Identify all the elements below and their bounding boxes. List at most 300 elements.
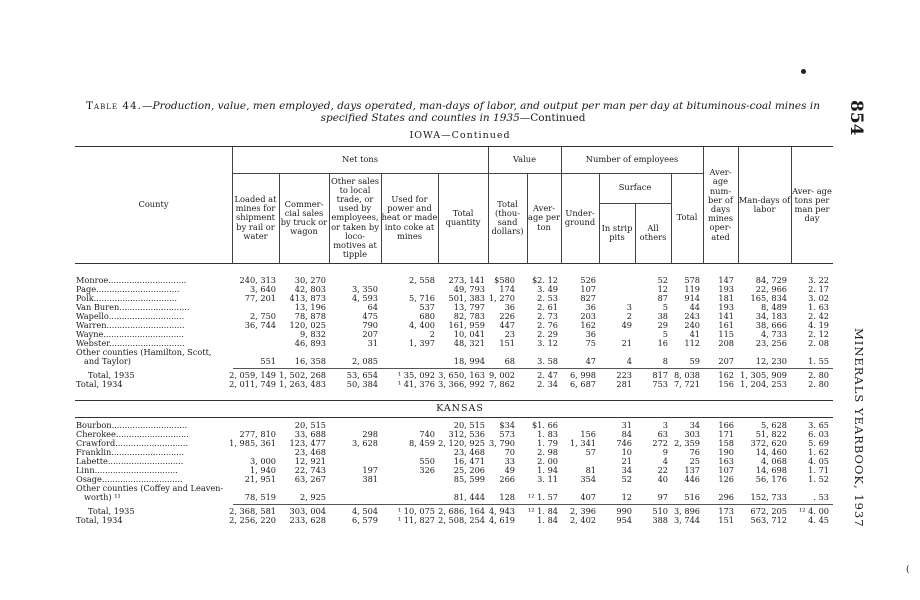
avg-per-ton-cell: $1. 66 bbox=[531, 420, 558, 430]
man-days-cell: 51, 822 bbox=[755, 429, 787, 439]
header-strip-pits: In strip pits bbox=[601, 222, 633, 242]
man-days-cell: 14, 460 bbox=[755, 447, 787, 457]
all-others-cell: 52 bbox=[657, 275, 668, 285]
underground-cell: 36 bbox=[585, 329, 596, 339]
used-power-cell: 550 bbox=[419, 456, 435, 466]
ink-dot bbox=[801, 69, 806, 74]
subtotal-rule bbox=[233, 504, 833, 505]
loaded-cell: 2, 059, 149 bbox=[229, 370, 276, 380]
avg-tons-cell: 5. 69 bbox=[808, 438, 829, 448]
avg-days-cell: 141 bbox=[718, 311, 734, 321]
avg-days-cell: 193 bbox=[718, 284, 734, 294]
kansas-table-body bbox=[75, 421, 833, 531]
other-sales-cell: 31 bbox=[367, 338, 378, 348]
header-loaded: Loaded at mines for shipment by rail or water bbox=[234, 193, 277, 241]
caption-lead: Table 44. bbox=[86, 100, 143, 112]
commercial-cell: 22, 743 bbox=[294, 465, 326, 475]
strip-pits-cell: 21 bbox=[621, 338, 632, 348]
page-margin bbox=[840, 100, 870, 580]
commercial-cell: 63, 267 bbox=[294, 474, 326, 484]
header-avg-days: Aver- age num- ber of days mines oper- ated bbox=[707, 167, 734, 242]
man-days-cell: 34, 183 bbox=[755, 311, 787, 321]
other-sales-cell: 53, 654 bbox=[346, 370, 378, 380]
strip-pits-cell: 2 bbox=[626, 311, 632, 321]
avg-days-cell: 158 bbox=[718, 438, 734, 448]
underground-cell: 156 bbox=[580, 429, 596, 439]
commercial-cell: 9, 832 bbox=[299, 329, 326, 339]
loaded-cell: 277, 810 bbox=[239, 429, 276, 439]
total-quantity-cell: 10, 041 bbox=[453, 329, 485, 339]
all-others-cell: 29 bbox=[657, 320, 668, 330]
other-sales-cell: 3, 628 bbox=[351, 438, 378, 448]
total-quantity-cell: 312, 536 bbox=[448, 429, 485, 439]
caption-text: —Production, value, men employed, days operated, man-days of labor, and output per man per day at bituminous-coal mines in specified States and counties in 1935— bbox=[142, 100, 820, 124]
avg-tons-cell: . 53 bbox=[813, 492, 829, 502]
avg-per-ton-cell: 1. 83 bbox=[537, 429, 558, 439]
avg-tons-cell: 1. 62 bbox=[808, 447, 829, 457]
commercial-cell: 413, 873 bbox=[289, 293, 326, 303]
man-days-cell: 1, 305, 909 bbox=[740, 370, 787, 380]
total-quantity-cell: 2, 120, 925 bbox=[438, 438, 485, 448]
header-avg-tons: Aver- age tons per man per day bbox=[792, 185, 832, 224]
total-quantity-cell: 161, 959 bbox=[448, 320, 485, 330]
total-value-cell: 266 bbox=[499, 474, 515, 484]
section-divider bbox=[75, 417, 833, 418]
table-row bbox=[75, 357, 833, 366]
underground-cell: 81 bbox=[585, 465, 596, 475]
header-employee-total: Total bbox=[676, 212, 698, 223]
header-value: Value bbox=[512, 154, 537, 165]
county-name: worth) ¹¹ bbox=[84, 492, 121, 502]
used-power-cell: 740 bbox=[419, 429, 435, 439]
avg-per-ton-cell: 3. 11 bbox=[537, 474, 558, 484]
table-caption bbox=[78, 100, 828, 124]
total-quantity-cell: 49, 793 bbox=[453, 284, 485, 294]
other-sales-cell: 4, 504 bbox=[351, 506, 378, 516]
county-name: Monroe.............................. bbox=[76, 276, 187, 285]
all-others-cell: 38 bbox=[657, 311, 668, 321]
avg-days-cell: 163 bbox=[718, 456, 734, 466]
county-name: and Taylor) bbox=[84, 356, 131, 366]
loaded-cell: 3, 000 bbox=[249, 456, 276, 466]
margin-mark: ( bbox=[906, 565, 910, 575]
loaded-cell: 3, 640 bbox=[249, 284, 276, 294]
total-value-cell: 49 bbox=[504, 465, 515, 475]
avg-per-ton-cell: 2. 34 bbox=[537, 379, 558, 389]
underground-cell: 407 bbox=[580, 492, 596, 502]
loaded-cell: 240, 313 bbox=[239, 275, 276, 285]
loaded-cell: 2, 368, 581 bbox=[229, 506, 276, 516]
total-quantity-cell: 3, 366, 992 bbox=[438, 379, 485, 389]
underground-cell: 107 bbox=[580, 284, 596, 294]
strip-pits-cell: 990 bbox=[616, 506, 632, 516]
total-quantity-cell: 20, 515 bbox=[453, 420, 485, 430]
avg-tons-cell: 2. 08 bbox=[808, 338, 829, 348]
county-name: Other counties (Coffey and Leaven- bbox=[76, 483, 224, 493]
iowa-table-body bbox=[75, 276, 833, 396]
section-title-kansas: KANSAS bbox=[436, 403, 484, 414]
employee-total-cell: 2, 359 bbox=[673, 438, 700, 448]
all-others-cell: 5 bbox=[662, 302, 668, 312]
strip-pits-cell: 12 bbox=[621, 492, 632, 502]
loaded-cell: 21, 951 bbox=[244, 474, 276, 484]
all-others-cell: 753 bbox=[652, 379, 668, 389]
county-name: Total, 1934 bbox=[76, 379, 123, 389]
other-sales-cell: 381 bbox=[362, 474, 378, 484]
man-days-cell: 4, 733 bbox=[760, 329, 787, 339]
header-net-tons: Net tons bbox=[341, 154, 379, 165]
county-name: Page................................ bbox=[76, 285, 180, 294]
total-value-cell: 226 bbox=[499, 311, 515, 321]
loaded-cell: 551 bbox=[260, 356, 276, 366]
underground-cell: 2, 402 bbox=[569, 515, 596, 525]
other-sales-cell: 2, 085 bbox=[351, 356, 378, 366]
header-total-quantity: Total quantity bbox=[445, 207, 481, 227]
commercial-cell: 303, 004 bbox=[289, 506, 326, 516]
man-days-cell: 12, 230 bbox=[755, 356, 787, 366]
avg-tons-cell: 4. 05 bbox=[808, 456, 829, 466]
county-name: Total, 1935 bbox=[88, 506, 135, 516]
employee-total-cell: 8, 038 bbox=[673, 370, 700, 380]
employee-total-cell: 76 bbox=[689, 447, 700, 457]
total-value-cell: 151 bbox=[499, 338, 515, 348]
total-quantity-cell: 13, 797 bbox=[453, 302, 485, 312]
avg-days-cell: 181 bbox=[718, 293, 734, 303]
used-power-cell: 2 bbox=[429, 329, 435, 339]
underground-cell: 1, 341 bbox=[569, 438, 596, 448]
avg-tons-cell: 2. 17 bbox=[808, 284, 829, 294]
strip-pits-cell: 10 bbox=[621, 447, 632, 457]
all-others-cell: 4 bbox=[662, 456, 668, 466]
avg-per-ton-cell: 2. 00 bbox=[537, 456, 558, 466]
man-days-cell: 56, 176 bbox=[755, 474, 787, 484]
page-number: 854 bbox=[846, 100, 866, 136]
used-power-cell: ¹ 41, 376 bbox=[397, 379, 435, 389]
total-value-cell: 33 bbox=[504, 456, 515, 466]
strip-pits-cell: 4 bbox=[626, 356, 632, 366]
used-power-cell: ¹ 35, 092 bbox=[397, 370, 435, 380]
man-days-cell: 22, 966 bbox=[755, 284, 787, 294]
header-used-power: Used for power and heat or made into coke at mines bbox=[381, 193, 438, 241]
avg-tons-cell: 4. 19 bbox=[808, 320, 829, 330]
commercial-cell: 30, 270 bbox=[294, 275, 326, 285]
strip-pits-cell: 223 bbox=[616, 370, 632, 380]
all-others-cell: 9 bbox=[662, 447, 668, 457]
all-others-cell: 40 bbox=[657, 474, 668, 484]
all-others-cell: 388 bbox=[652, 515, 668, 525]
avg-per-ton-cell: 2. 98 bbox=[537, 447, 558, 457]
county-name: Webster............................. bbox=[76, 339, 185, 348]
avg-per-ton-cell: $2. 12 bbox=[531, 275, 558, 285]
other-sales-cell: 50, 384 bbox=[346, 379, 378, 389]
total-value-cell: 9, 002 bbox=[488, 370, 515, 380]
county-name: Franklin............................ bbox=[76, 448, 185, 457]
avg-tons-cell: 3. 65 bbox=[808, 420, 829, 430]
all-others-cell: 510 bbox=[652, 506, 668, 516]
employee-total-cell: 243 bbox=[684, 311, 700, 321]
header-man-days: Man-days of labor bbox=[738, 194, 791, 214]
header-total-value: Total (thou- sand dollars) bbox=[491, 198, 524, 237]
employee-total-cell: 914 bbox=[684, 293, 700, 303]
county-name: Bourbon............................. bbox=[76, 421, 188, 430]
avg-per-ton-cell: ¹² 1. 57 bbox=[528, 492, 558, 502]
man-days-cell: 8, 489 bbox=[760, 302, 787, 312]
total-value-cell: 174 bbox=[499, 284, 515, 294]
avg-days-cell: 151 bbox=[718, 515, 734, 525]
commercial-cell: 233, 628 bbox=[289, 515, 326, 525]
strip-pits-cell: 281 bbox=[616, 379, 632, 389]
avg-per-ton-cell: 1. 79 bbox=[537, 438, 558, 448]
other-sales-cell: 207 bbox=[362, 329, 378, 339]
section-title-iowa: IOWA—Continued bbox=[409, 130, 511, 141]
header-other-sales: Other sales to local trade, or used by employees, or taken by loco- motives at tipple bbox=[330, 175, 380, 260]
commercial-cell: 13, 196 bbox=[294, 302, 326, 312]
man-days-cell: 372, 620 bbox=[750, 438, 787, 448]
employee-total-cell: 137 bbox=[684, 465, 700, 475]
underground-cell: 526 bbox=[580, 275, 596, 285]
employee-total-cell: 578 bbox=[684, 275, 700, 285]
commercial-cell: 78, 878 bbox=[294, 311, 326, 321]
strip-pits-cell: 49 bbox=[621, 320, 632, 330]
section-divider bbox=[75, 400, 833, 401]
county-name: Wayne............................... bbox=[76, 330, 185, 339]
man-days-cell: 1, 204, 253 bbox=[740, 379, 787, 389]
total-quantity-cell: 16, 471 bbox=[453, 456, 485, 466]
commercial-cell: 1, 502, 268 bbox=[279, 370, 326, 380]
employee-total-cell: 112 bbox=[684, 338, 700, 348]
avg-tons-cell: 1. 63 bbox=[808, 302, 829, 312]
header-all-others: All others bbox=[639, 222, 667, 242]
avg-days-cell: 156 bbox=[718, 379, 734, 389]
total-value-cell: 128 bbox=[499, 492, 515, 502]
other-sales-cell: 790 bbox=[362, 320, 378, 330]
county-name: Wapello............................. bbox=[76, 312, 185, 321]
avg-tons-cell: 2. 80 bbox=[808, 379, 829, 389]
county-name: Linn................................ bbox=[76, 466, 178, 475]
total-value-cell: 70 bbox=[504, 447, 515, 457]
running-head: MINERALS YEARBOOK, 1937 bbox=[852, 328, 866, 528]
total-quantity-cell: 85, 599 bbox=[453, 474, 485, 484]
county-name: Warren.............................. bbox=[76, 321, 185, 330]
all-others-cell: 16 bbox=[657, 338, 668, 348]
underground-cell: 162 bbox=[580, 320, 596, 330]
avg-tons-cell: 4. 45 bbox=[808, 515, 829, 525]
strip-pits-cell: 954 bbox=[616, 515, 632, 525]
avg-per-ton-cell: 2. 29 bbox=[537, 329, 558, 339]
loaded-cell: 2, 011, 749 bbox=[229, 379, 276, 389]
commercial-cell: 2, 925 bbox=[299, 492, 326, 502]
avg-per-ton-cell: 2. 73 bbox=[537, 311, 558, 321]
county-name: Other counties (Hamilton, Scott, bbox=[76, 347, 212, 357]
total-value-cell: 1, 270 bbox=[488, 293, 515, 303]
underground-cell: 47 bbox=[585, 356, 596, 366]
employee-total-cell: 44 bbox=[689, 302, 700, 312]
other-sales-cell: 298 bbox=[362, 429, 378, 439]
employee-total-cell: 59 bbox=[689, 356, 700, 366]
underground-cell: 57 bbox=[585, 447, 596, 457]
man-days-cell: 38, 666 bbox=[755, 320, 787, 330]
county-name: Total, 1935 bbox=[88, 370, 135, 380]
man-days-cell: 84, 729 bbox=[755, 275, 787, 285]
other-sales-cell: 475 bbox=[362, 311, 378, 321]
man-days-cell: 4, 068 bbox=[760, 456, 787, 466]
county-name: Labette............................. bbox=[76, 457, 184, 466]
employee-total-cell: 240 bbox=[684, 320, 700, 330]
table-header bbox=[75, 146, 833, 264]
man-days-cell: 152, 733 bbox=[750, 492, 787, 502]
loaded-cell: 1, 985, 361 bbox=[229, 438, 276, 448]
total-value-cell: 3, 790 bbox=[488, 438, 515, 448]
total-value-cell: 447 bbox=[499, 320, 515, 330]
header-county: County bbox=[138, 199, 169, 210]
total-quantity-cell: 3, 650, 163 bbox=[438, 370, 485, 380]
avg-days-cell: 161 bbox=[718, 320, 734, 330]
header-commercial: Commer- cial sales by truck or wagon bbox=[280, 198, 328, 237]
commercial-cell: 20, 515 bbox=[294, 420, 326, 430]
employee-total-cell: 3, 896 bbox=[673, 506, 700, 516]
strip-pits-cell: 3 bbox=[626, 302, 632, 312]
total-quantity-cell: 82, 783 bbox=[453, 311, 485, 321]
other-sales-cell: 6, 579 bbox=[351, 515, 378, 525]
employee-total-cell: 25 bbox=[689, 456, 700, 466]
avg-per-ton-cell: 2. 47 bbox=[537, 370, 558, 380]
total-value-cell: 4, 943 bbox=[488, 506, 515, 516]
loaded-cell: 2, 256, 220 bbox=[229, 515, 276, 525]
avg-days-cell: 190 bbox=[718, 447, 734, 457]
avg-per-ton-cell: 2. 61 bbox=[537, 302, 558, 312]
avg-days-cell: 296 bbox=[718, 492, 734, 502]
total-value-cell: 68 bbox=[504, 356, 515, 366]
avg-per-ton-cell: ¹² 1. 84 bbox=[528, 506, 558, 516]
employee-total-cell: 34 bbox=[689, 420, 700, 430]
total-quantity-cell: 81, 444 bbox=[453, 492, 485, 502]
table-row bbox=[75, 493, 833, 502]
total-quantity-cell: 18, 994 bbox=[453, 356, 485, 366]
avg-per-ton-cell: 3. 12 bbox=[537, 338, 558, 348]
other-sales-cell: 4, 593 bbox=[351, 293, 378, 303]
commercial-cell: 120, 025 bbox=[289, 320, 326, 330]
avg-days-cell: 173 bbox=[718, 506, 734, 516]
commercial-cell: 16, 358 bbox=[294, 356, 326, 366]
used-power-cell: 326 bbox=[419, 465, 435, 475]
avg-days-cell: 166 bbox=[718, 420, 734, 430]
man-days-cell: 5, 628 bbox=[760, 420, 787, 430]
all-others-cell: 63 bbox=[657, 429, 668, 439]
avg-tons-cell: 2. 12 bbox=[808, 329, 829, 339]
total-quantity-cell: 2, 508, 254 bbox=[438, 515, 485, 525]
underground-cell: 36 bbox=[585, 302, 596, 312]
strip-pits-cell: 746 bbox=[616, 438, 632, 448]
avg-days-cell: 107 bbox=[718, 465, 734, 475]
avg-tons-cell: 3. 02 bbox=[808, 293, 829, 303]
used-power-cell: 2, 558 bbox=[408, 275, 435, 285]
employee-total-cell: 41 bbox=[689, 329, 700, 339]
other-sales-cell: 197 bbox=[362, 465, 378, 475]
all-others-cell: 12 bbox=[657, 284, 668, 294]
strip-pits-cell: 31 bbox=[621, 420, 632, 430]
strip-pits-cell: 52 bbox=[621, 474, 632, 484]
all-others-cell: 817 bbox=[652, 370, 668, 380]
all-others-cell: 5 bbox=[662, 329, 668, 339]
avg-per-ton-cell: 3. 49 bbox=[537, 284, 558, 294]
used-power-cell: ¹ 10, 075 bbox=[397, 506, 435, 516]
used-power-cell: 680 bbox=[419, 311, 435, 321]
all-others-cell: 97 bbox=[657, 492, 668, 502]
total-quantity-cell: 501, 383 bbox=[448, 293, 485, 303]
underground-cell: 75 bbox=[585, 338, 596, 348]
all-others-cell: 87 bbox=[657, 293, 668, 303]
avg-days-cell: 193 bbox=[718, 302, 734, 312]
all-others-cell: 22 bbox=[657, 465, 668, 475]
all-others-cell: 8 bbox=[662, 356, 668, 366]
header-underground: Under- ground bbox=[564, 207, 596, 227]
header-surface: Surface bbox=[618, 182, 652, 193]
avg-tons-cell: 1. 71 bbox=[808, 465, 829, 475]
used-power-cell: 8, 459 bbox=[408, 438, 435, 448]
avg-tons-cell: 6. 03 bbox=[808, 429, 829, 439]
total-quantity-cell: 48, 321 bbox=[453, 338, 485, 348]
strip-pits-cell: 21 bbox=[621, 456, 632, 466]
all-others-cell: 3 bbox=[662, 420, 668, 430]
total-quantity-cell: 25, 206 bbox=[453, 465, 485, 475]
loaded-cell: 78, 519 bbox=[244, 492, 276, 502]
avg-per-ton-cell: 1. 94 bbox=[537, 465, 558, 475]
man-days-cell: 563, 712 bbox=[750, 515, 787, 525]
commercial-cell: 23, 468 bbox=[294, 447, 326, 457]
underground-cell: 6, 687 bbox=[569, 379, 596, 389]
county-name: Total, 1934 bbox=[76, 515, 123, 525]
commercial-cell: 42, 803 bbox=[294, 284, 326, 294]
employee-total-cell: 516 bbox=[684, 492, 700, 502]
underground-cell: 203 bbox=[580, 311, 596, 321]
county-name: Cherokee............................ bbox=[76, 430, 189, 439]
total-quantity-cell: 2, 686, 164 bbox=[438, 506, 485, 516]
avg-tons-cell: 2. 42 bbox=[808, 311, 829, 321]
employee-total-cell: 446 bbox=[684, 474, 700, 484]
avg-days-cell: 147 bbox=[718, 275, 734, 285]
total-value-cell: $580 bbox=[494, 275, 515, 285]
other-sales-cell: 3, 350 bbox=[351, 284, 378, 294]
avg-tons-cell: 2. 80 bbox=[808, 370, 829, 380]
avg-days-cell: 171 bbox=[718, 429, 734, 439]
table-row bbox=[75, 380, 833, 389]
employee-total-cell: 119 bbox=[684, 284, 700, 294]
total-value-cell: 23 bbox=[504, 329, 515, 339]
total-quantity-cell: 23, 468 bbox=[453, 447, 485, 457]
avg-tons-cell: 1. 55 bbox=[808, 356, 829, 366]
avg-tons-cell: 1. 52 bbox=[808, 474, 829, 484]
loaded-cell: 36, 744 bbox=[244, 320, 276, 330]
employee-total-cell: 303 bbox=[684, 429, 700, 439]
avg-per-ton-cell: 3. 58 bbox=[537, 356, 558, 366]
used-power-cell: 4, 400 bbox=[408, 320, 435, 330]
employee-total-cell: 7, 721 bbox=[673, 379, 700, 389]
total-quantity-cell: 273, 141 bbox=[448, 275, 485, 285]
avg-per-ton-cell: 2. 76 bbox=[537, 320, 558, 330]
county-name: Van Buren........................... bbox=[76, 303, 190, 312]
avg-per-ton-cell: 1. 84 bbox=[537, 515, 558, 525]
county-name: Polk................................ bbox=[76, 294, 177, 303]
total-value-cell: 573 bbox=[499, 429, 515, 439]
avg-days-cell: 115 bbox=[718, 329, 734, 339]
loaded-cell: 2, 750 bbox=[249, 311, 276, 321]
strip-pits-cell: 84 bbox=[621, 429, 632, 439]
avg-days-cell: 208 bbox=[718, 338, 734, 348]
commercial-cell: 123, 477 bbox=[289, 438, 326, 448]
avg-tons-cell: 3. 22 bbox=[808, 275, 829, 285]
avg-days-cell: 162 bbox=[718, 370, 734, 380]
man-days-cell: 14, 698 bbox=[755, 465, 787, 475]
